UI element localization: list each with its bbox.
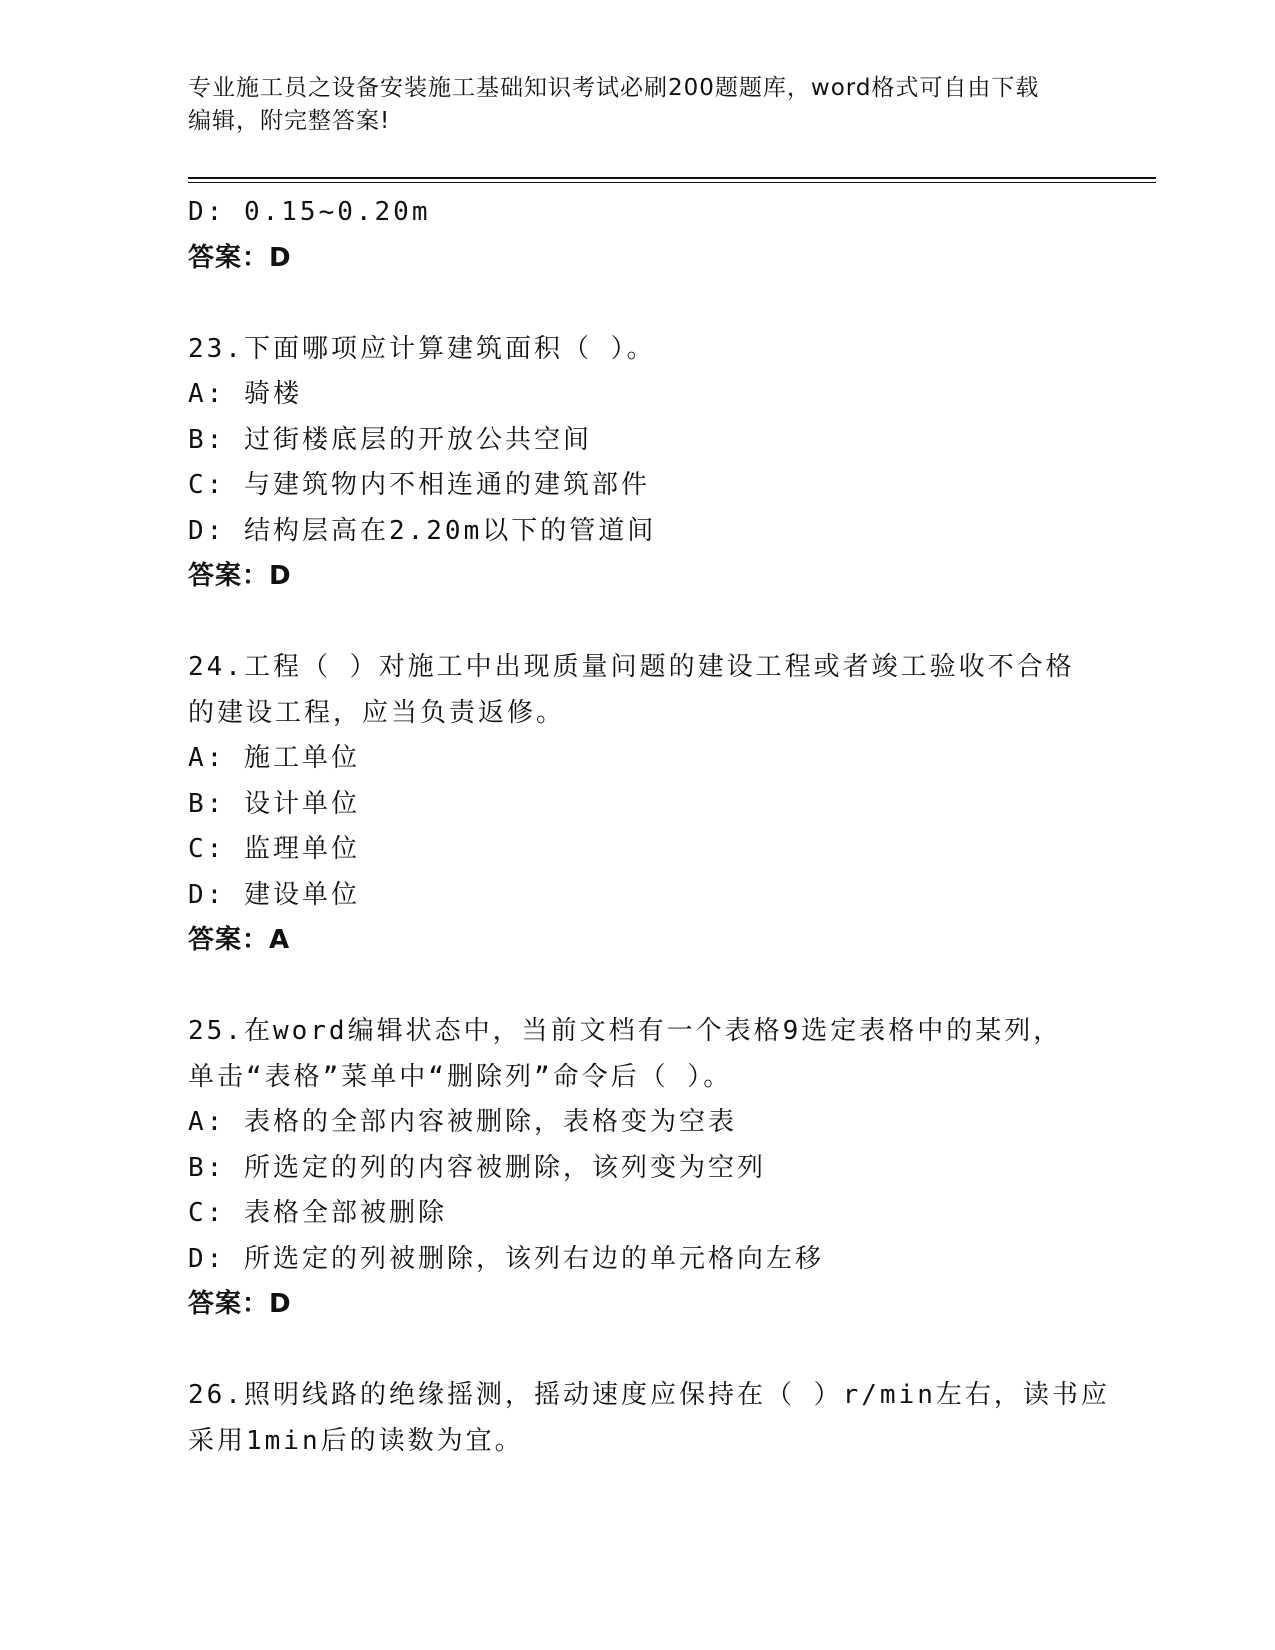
option-d: D: 结构层高在2.20m以下的管道间 [188, 515, 657, 546]
question-stem-continued: 单击“表格”菜单中“删除列”命令后（ ）。 [188, 1061, 733, 1092]
spacer [188, 964, 1088, 1010]
option-a: A: 表格的全部内容被删除，表格变为空表 [188, 1107, 737, 1137]
question-25 [188, 1009, 1088, 1328]
answer-line: 答案：D [188, 561, 292, 591]
spacer [188, 600, 1088, 646]
option-c: C: 与建筑物内不相连通的建筑部件 [188, 470, 650, 500]
question-26 [188, 1373, 1110, 1464]
option-d: D: 建设单位 [188, 879, 360, 910]
answer-line: 答案：A [188, 925, 291, 955]
option-b: B: 所选定的列的内容被删除，该列变为空列 [188, 1152, 766, 1183]
option-d: D: 所选定的列被删除，该列右边的单元格向左移 [188, 1243, 824, 1274]
option-c: C: 表格全部被删除 [188, 1198, 447, 1228]
question-stem: 23.下面哪项应计算建筑面积（ ）。 [188, 333, 656, 364]
question-stem: 24.工程（ ）对施工中出现质量问题的建设工程或者竣工验收不合格 [188, 652, 1075, 682]
question-22-tail [188, 190, 1088, 281]
spacer [188, 281, 1088, 327]
document-header [188, 72, 1088, 138]
option-b: B: 过街楼底层的开放公共空间 [188, 424, 592, 455]
question-24 [188, 645, 1088, 964]
header-line-2: 编辑，附完整答案! [188, 108, 391, 134]
option-c: C: 监理单位 [188, 834, 360, 864]
header-rule-thick [188, 177, 1156, 179]
option-a: A: 骑楼 [188, 379, 302, 409]
question-stem: 26.照明线路的绝缘摇测，摇动速度应保持在（ ）r/min左右，读书应 [188, 1380, 1110, 1410]
question-stem-continued: 的建设工程，应当负责返修。 [188, 697, 566, 728]
option-b: B: 设计单位 [188, 788, 360, 819]
header-rule-thin [188, 182, 1156, 183]
spacer [188, 1328, 1088, 1374]
question-stem: 25.在word编辑状态中，当前文档有一个表格9选定表格中的某列， [188, 1016, 1063, 1046]
question-stem-continued: 采用1min后的读数为宜。 [188, 1425, 524, 1456]
question-23 [188, 327, 1088, 600]
option-d: D: 0.15~0.20m [188, 197, 431, 227]
option-a: A: 施工单位 [188, 743, 360, 773]
answer-line: 答案：D [188, 242, 292, 273]
answer-line: 答案：D [188, 1289, 292, 1319]
document-body [188, 190, 1110, 1464]
header-line-1: 专业施工员之设备安装施工基础知识考试必刷200题题库，word格式可自由下载 [188, 75, 1040, 101]
